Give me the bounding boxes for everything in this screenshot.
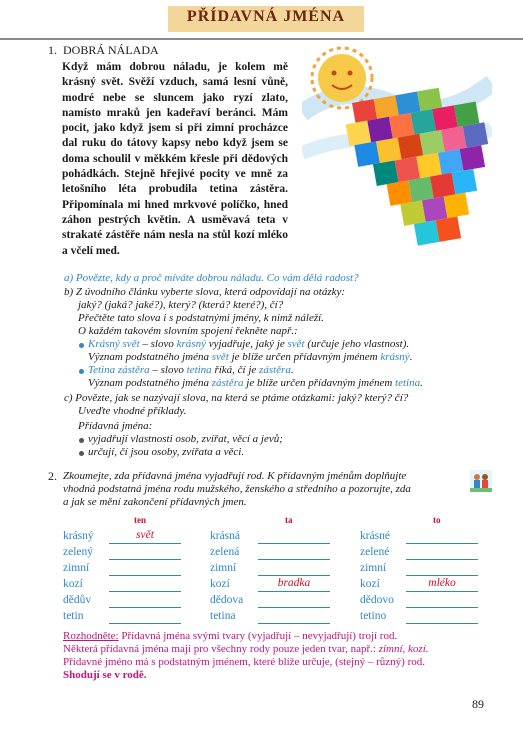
adjective-label: dědova: [210, 594, 244, 606]
adjective-label: tetina: [210, 610, 236, 622]
adjective-label: krásné: [360, 530, 391, 542]
adjective-label: tetin: [63, 610, 84, 622]
page-number: 89: [472, 697, 484, 711]
bullet-dot: [79, 451, 84, 456]
adjective-label: krásná: [210, 530, 241, 542]
answer-blank[interactable]: [109, 562, 181, 576]
answer-blank[interactable]: [406, 546, 478, 560]
column-head-ta: ta: [285, 515, 293, 525]
task2-line2: vhodná podstatná jména rodu mužského, ženského a středního a pozorujte, zda: [63, 483, 411, 495]
adjective-label: zelená: [210, 546, 240, 558]
answer-fill: bradka: [277, 577, 311, 589]
adjective-label: kozí: [360, 578, 380, 590]
answer-blank[interactable]: [109, 594, 181, 608]
question-b-line4: O každém takovém slovním spojení řekněte např.:: [78, 325, 298, 337]
conclusion-2: Některá přídavná jména mají pro všechny rody pouze jeden tvar, např.: zimní, kozí.: [63, 643, 429, 655]
children-icon: [470, 470, 492, 492]
conclusion-3: Přídavné jméno má s podstatným jménem, které blíže určuje, (stejný – různý) rod.: [63, 656, 425, 668]
answer-blank[interactable]: [406, 594, 478, 608]
answer-blank[interactable]: [258, 610, 330, 624]
adjective-label: zelený: [63, 546, 94, 558]
example1-line1: Krásný svět – slovo krásný vyjadřuje, jaký je svět (určuje jeho vlastnost).: [88, 338, 410, 350]
answer-blank[interactable]: [109, 610, 181, 624]
rule-item-1: vyjadřují vlastnosti osob, zvířat, věcí a jevů;: [88, 433, 283, 445]
task2-line3: a jak se mění zakončení přídavných jmen.: [63, 496, 247, 508]
rule-title: Přídavná jména:: [78, 420, 153, 432]
section-number: 1.: [48, 43, 57, 57]
adjective-label: kozí: [63, 578, 83, 590]
bullet-dot: [79, 369, 84, 374]
adjective-label: krásný: [63, 530, 94, 542]
example2-line2: Význam podstatného jména zástěra je blíže určen přídavným jménem tetina.: [88, 377, 423, 389]
example2-line1: Tetina zástěra – slovo tetina říká, čí je zástěra.: [88, 364, 294, 376]
section2-number: 2.: [48, 469, 57, 483]
answer-blank[interactable]: [406, 562, 478, 576]
adjective-label: kozí: [210, 578, 230, 590]
answer-fill: svět: [136, 529, 154, 541]
adjective-label: zimní: [210, 562, 237, 574]
adjective-label: zimní: [63, 562, 90, 574]
adjective-label: dědovo: [360, 594, 394, 606]
question-c-line1: c) Povězte, jak se nazývají slova, na která se ptáme otázkami: jaký? který? čí?: [64, 392, 409, 404]
question-a: a) Povězte, kdy a proč míváte dobrou náladu. Co vám dělá radost?: [64, 272, 359, 284]
page-title: PŘÍDAVNÁ JMÉNA: [186, 8, 346, 25]
page-header: [0, 0, 523, 40]
adjective-label: zimní: [360, 562, 387, 574]
answer-blank[interactable]: [406, 530, 478, 544]
section-title: DOBRÁ NÁLADA: [63, 43, 159, 57]
adjective-label: tetino: [360, 610, 387, 622]
answer-blank[interactable]: [258, 562, 330, 576]
answer-blank[interactable]: [258, 594, 330, 608]
answer-blank[interactable]: [109, 578, 181, 592]
illustration-sun-apron: [302, 43, 492, 288]
conclusion-4: Shodují se v rodě.: [63, 669, 147, 681]
adjective-label: dědův: [63, 594, 92, 606]
question-b-line1: b) Z úvodního článku vyberte slova, která odpovídají na otázky:: [64, 286, 346, 298]
answer-blank[interactable]: [258, 546, 330, 560]
answer-blank[interactable]: [109, 546, 181, 560]
answer-blank[interactable]: [258, 530, 330, 544]
column-head-to: to: [433, 515, 441, 525]
question-b-line3: Přečtěte tato slova i s podstatnými jmény, k nimž náleží.: [78, 312, 324, 324]
conclusion-1: Rozhodněte: Přídavná jména svými tvary (vyjadřují – nevyjadřují) trojí rod.: [63, 630, 398, 642]
question-c-line2: Uveďte vhodné příklady.: [78, 405, 187, 417]
adjective-label: zelené: [360, 546, 390, 558]
example1-line2: Význam podstatného jména svět je blíže určen přídavným jménem krásný.: [88, 351, 413, 363]
answer-fill: mléko: [428, 577, 456, 589]
bullet-dot: [79, 438, 84, 443]
bullet-dot: [79, 343, 84, 348]
rule-item-2: určují, čí jsou osoby, zvířata a věci.: [88, 446, 245, 458]
decide-label: Rozhodněte:: [63, 630, 119, 642]
question-b-line2: jaký? (jaká? jaké?), který? (která? které?), čí?: [78, 299, 284, 311]
column-head-ten: ten: [134, 515, 146, 525]
task2-line1: Zkoumejte, zda přídavná jména vyjadřují rod. K přídavným jménům doplňujte: [63, 470, 407, 482]
answer-blank[interactable]: [406, 610, 478, 624]
story-paragraph: Když mám dobrou náladu, je kolem mě krásný svět. Svěží vzduch, samá lesní vůně, modré nebe se sluncem jako ryzí zlato, namísto mraků jen kadeřaví beránci. Mám pocit, jako když jsem si při zimní procházce dal ruku do tátovy kapsy nebo když jsem se doma schoulil v měkkém křesle při dědových pohádkách. Stejně hřejivé pocity ve mně za letošního léta probudila tetina zástěra. Připomínala mi hned mrkvové políčko, hned záhon pestrých květin. A usměvavá teta v strakaté zástěře nám nesla na stůl kozí mléko a včelí med.: [62, 61, 288, 257]
